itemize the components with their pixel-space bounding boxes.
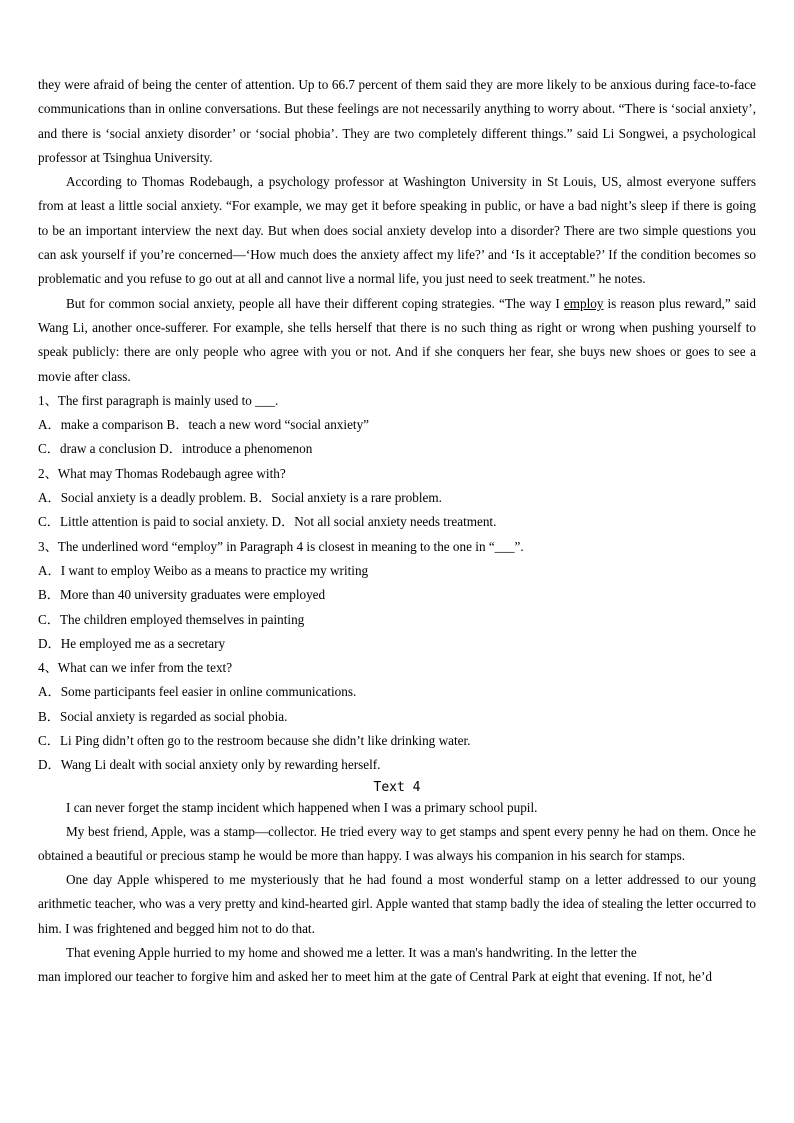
text4-paragraph: I can never forget the stamp incident which happened when I was a primary school pupil. <box>66 799 538 815</box>
text4-title: Text 4 <box>373 779 421 795</box>
question-stem: 1、The first paragraph is mainly used to ___. <box>38 392 279 408</box>
option-line: C．Li Ping didn’t often go to the restroom because she didn’t like drinking water. <box>38 733 471 749</box>
question-1 <box>38 389 756 462</box>
paragraph-text: But for common social anxiety, people all have their different coping strategies. “The way I <box>66 295 564 311</box>
text4-body <box>38 796 756 990</box>
option-line: C．Little attention is paid to social anxiety. D．Not all social anxiety needs treatment. <box>38 514 497 530</box>
text4-paragraph-last-line-2: man implored our teacher to forgive him and asked her to meet him at the gate of Central Park at eight that evening. If not, he’d <box>38 969 712 985</box>
question-2 <box>38 462 756 535</box>
text4-paragraph: My best friend, Apple, was a stamp—collector. He tried every way to get stamps and spent every penny he had on them. Once he obtained a beautiful or precious stamp he would be more than happy. I was always his companion in his search for stamps. <box>38 823 756 864</box>
option-line: A．make a comparison B．teach a new word “social anxiety” <box>38 417 370 433</box>
passage-paragraph-2: According to Thomas Rodebaugh, a psychology professor at Washington University in St Louis, US, almost everyone suffers from at least a little social anxiety. “For example, we may get it before speaking in public, or have a bad night’s sleep if there is going to be an important interview the next day. But when does social anxiety develop into a disorder? There are two simple questions you can ask yourself if you’re concerned—‘How much does the anxiety affect my life?’ and ‘Is it acceptable?’ If the condition becomes so problematic and you refuse to go out at all and cannot live a normal life, you just need to seek treatment.” he notes. <box>38 174 756 287</box>
option-line: A．I want to employ Weibo as a means to practice my writing <box>38 562 369 578</box>
document-page <box>38 73 756 989</box>
question-stem: 4、What can we infer from the text? <box>38 660 233 676</box>
underlined-word: employ <box>563 295 604 311</box>
option-line: D．Wang Li dealt with social anxiety only by rewarding herself. <box>38 757 381 773</box>
question-3 <box>38 535 756 656</box>
passage-paragraph-1-end: they were afraid of being the center of attention. Up to 66.7 percent of them said they are more likely to be anxious during face-to-face communications than in online conversations. But these feelings are not necessarily anything to worry about. “There is ‘social anxiety’, and there is ‘social anxiety disorder’ or ‘social phobia’. They are two completely different things.” said Li Songwei, a psychological professor at Tsinghua University. <box>38 77 756 165</box>
option-line: C．The children employed themselves in painting <box>38 611 305 627</box>
option-line: C．draw a conclusion D．introduce a phenomenon <box>38 441 313 457</box>
passage-paragraph-3 <box>38 292 756 389</box>
option-line: A．Some participants feel easier in online communications. <box>38 684 357 700</box>
option-line: D．He employed me as a secretary <box>38 635 226 651</box>
option-line: B．More than 40 university graduates were employed <box>38 587 326 603</box>
question-stem: 3、The underlined word “employ” in Paragraph 4 is closest in meaning to the one in “___”. <box>38 538 524 554</box>
question-stem: 2、What may Thomas Rodebaugh agree with? <box>38 465 286 481</box>
paragraph-text: is reason plus reward,” said Wang Li, another once-sufferer. For example, she tells herself that there is no such thing as right or wrong when pushing yourself to speak publicly: there are only people who agree with you or not. And if she conquers her fear, she buys new shoes or goes to see a movie after class. <box>38 295 756 384</box>
option-line: B．Social anxiety is regarded as social phobia. <box>38 708 288 724</box>
option-line: A．Social anxiety is a deadly problem. B．Social anxiety is a rare problem. <box>38 490 442 506</box>
text4-paragraph: One day Apple whispered to me mysteriously that he had found a most wonderful stamp on a letter addressed to our young arithmetic teacher, who was a very pretty and kind-hearted girl. Apple wanted that stamp badly the idea of stealing the letter occurred to him. I was frightened and begged him not to do that. <box>38 872 756 936</box>
text4-paragraph-last-line-1: That evening Apple hurried to my home and showed me a letter. It was a man's handwriting. In the letter the <box>66 944 637 960</box>
question-4 <box>38 656 756 777</box>
